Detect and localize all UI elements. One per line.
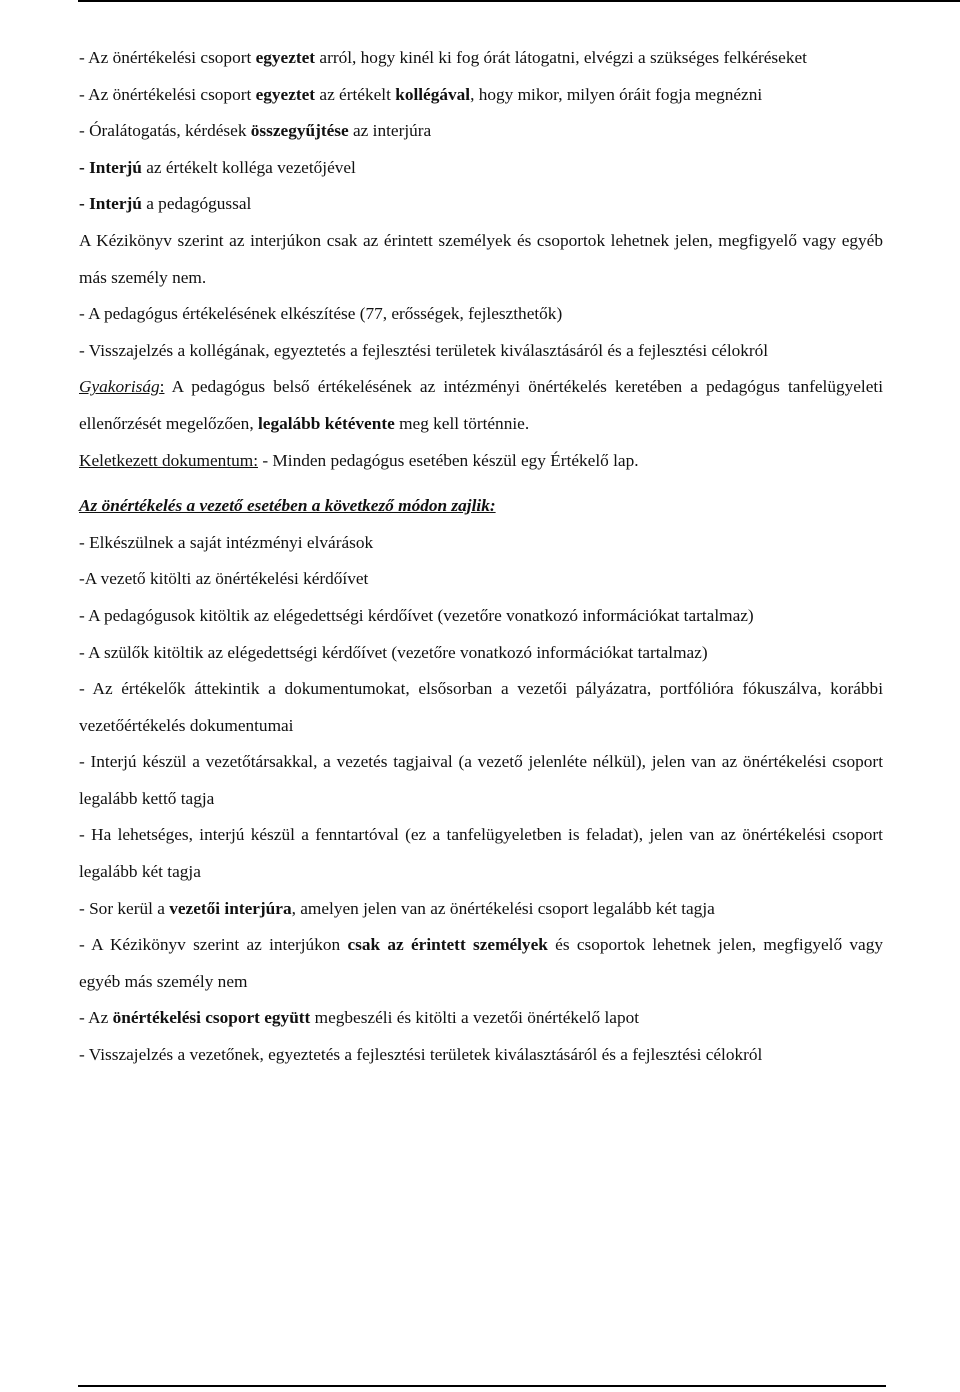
paragraph-observation: - Óralátogatás, kérdések összegyűjtése az interjúra bbox=[79, 121, 432, 141]
paragraph-document: Keletkezett dokumentum: - Minden pedagógus esetében készül egy Értékelő lap. bbox=[79, 450, 639, 470]
paragraph-handbook-note: A Kézikönyv szerint az interjúkon csak az érintett személyek és csoportok lehetnek jelen, megfigyelő vagy egyéb más személy nem. bbox=[79, 230, 883, 287]
paragraph-frequency: Gyakoriság: A pedagógus belső értékelésének az intézményi önértékelés keretében a pedagógus tanfelügyeleti ellenőrzését megelőzően, legalább kétévente meg kell történnie. bbox=[79, 377, 883, 433]
list-item: - Sor kerül a vezetői interjúra, amelyen jelen van az önértékelési csoport legalább két tagja bbox=[79, 898, 715, 918]
paragraph-colleague-coordination: - Az önértékelési csoport egyeztet az értékelt kollégával, hogy mikor, milyen óráit fogja megnézni bbox=[79, 84, 763, 104]
section-title: Az önértékelés a vezető esetében a következő módon zajlik: bbox=[79, 496, 496, 516]
list-item: - Elkészülnek a saját intézményi elvárások bbox=[79, 532, 374, 552]
paragraph-interview-leader: - Interjú az értékelt kolléga vezetőjével bbox=[79, 157, 356, 177]
top-rule bbox=[78, 0, 960, 2]
list-item: - Az önértékelési csoport együtt megbeszéli és kitölti a vezetői önértékelő lapot bbox=[79, 1008, 640, 1028]
paragraph-interview-teacher: - Interjú a pedagógussal bbox=[79, 194, 252, 214]
list-item: -A vezető kitölti az önértékelési kérdőívet bbox=[79, 569, 369, 589]
paragraph-group-coordination: - Az önértékelési csoport egyeztet arról, hogy kinél ki fog órát látogatni, elvégzi a szükséges felkéréseket bbox=[79, 48, 807, 67]
list-item: - Az értékelők áttekintik a dokumentumokat, elsősorban a vezetői pályázatra, portfólióra fókuszálva, korábbi vezetőértékelés dokumentumai bbox=[79, 679, 883, 735]
list-item: - Visszajelzés a vezetőnek, egyeztetés a fejlesztési területek kiválasztásáról és a fejlesztési célokról bbox=[79, 1045, 763, 1065]
list-item: - A Kézikönyv szerint az interjúkon csak az érintett személyek és csoportok lehetnek jelen, megfigyelő vagy egyéb más személy nem bbox=[79, 935, 883, 991]
paragraph-feedback: - Visszajelzés a kollégának, egyeztetés a fejlesztési területek kiválasztásáról és a fejlesztési célokról bbox=[79, 340, 769, 360]
list-item: - A pedagógusok kitöltik az elégedettségi kérdőívet (vezetőre vonatkozó információkat tartalmaz) bbox=[79, 605, 754, 625]
bottom-rule bbox=[78, 1385, 886, 1387]
list-item: - A szülők kitöltik az elégedettségi kérdőívet (vezetőre vonatkozó információkat tartalmaz) bbox=[79, 642, 708, 662]
document-page bbox=[79, 40, 883, 1074]
list-item: - Interjú készül a vezetőtársakkal, a vezetés tagjaival (a vezető jelenléte nélkül), jelen van az önértékelési csoport legalább kettő tagja bbox=[79, 752, 883, 808]
paragraph-evaluation: - A pedagógus értékelésének elkészítése (77, erősségek, fejleszthetők) bbox=[79, 304, 563, 324]
list-item: - Ha lehetséges, interjú készül a fenntartóval (ez a tanfelügyeletben is feladat), jelen van az önértékelési csoport legalább két tagja bbox=[79, 825, 883, 882]
